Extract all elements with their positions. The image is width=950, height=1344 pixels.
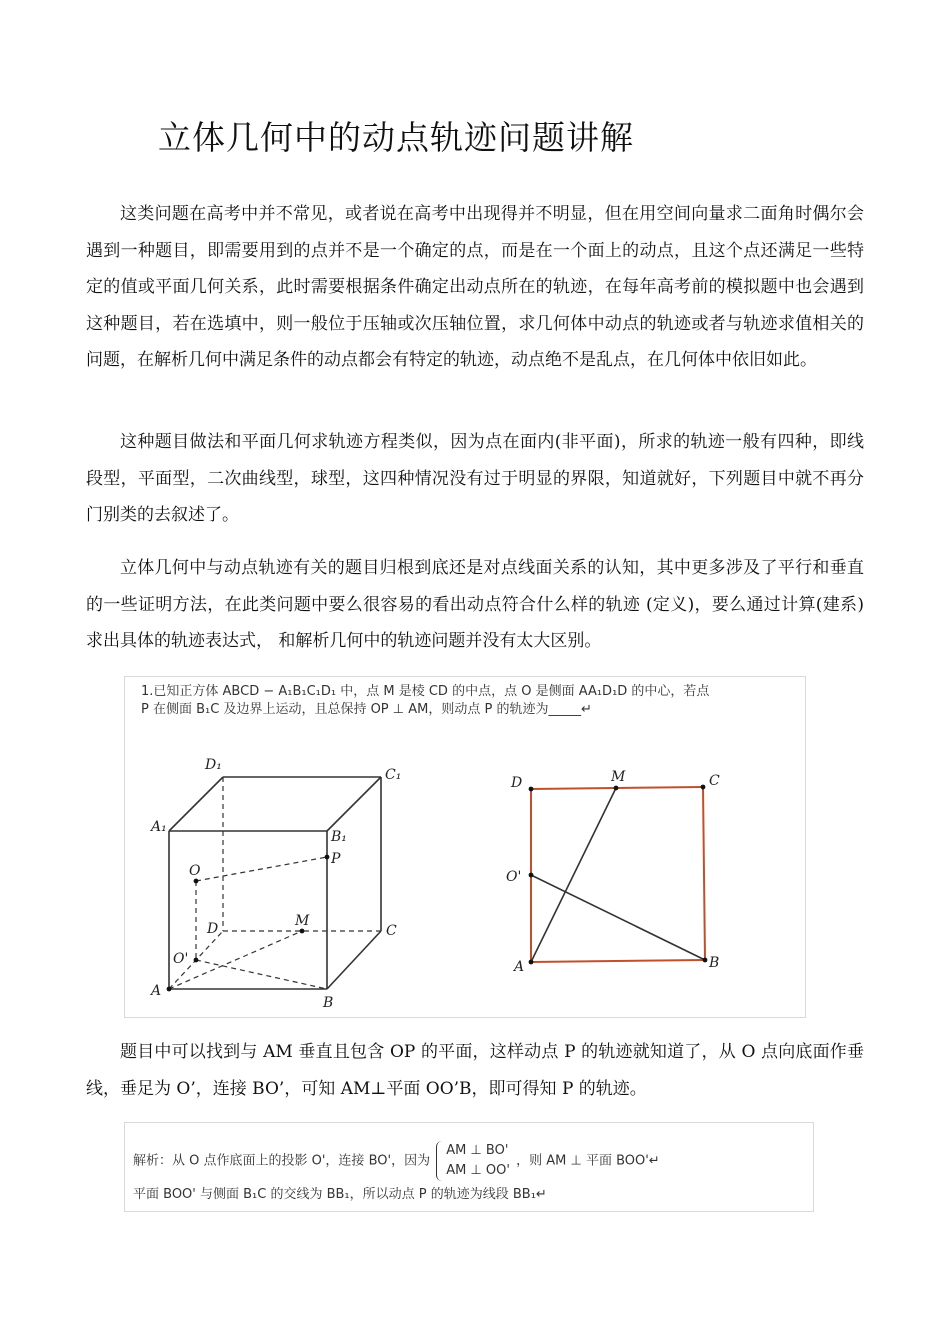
brace-bottom: AM ⊥ OO' — [446, 1163, 510, 1178]
point-o — [194, 879, 199, 884]
point-a-2d — [529, 960, 534, 965]
solution-box — [124, 1122, 814, 1212]
page-title: 立体几何中的动点轨迹问题讲解 — [158, 118, 634, 157]
label-c1: C₁ — [385, 767, 402, 783]
edge-b-c — [327, 931, 381, 989]
square-labels — [506, 769, 720, 975]
condition-brace — [436, 1141, 510, 1181]
brace-symbol — [436, 1141, 443, 1181]
segment-o-p — [196, 857, 327, 881]
label-m-2d: M — [611, 769, 626, 785]
label-d: D — [207, 921, 219, 937]
point-p — [325, 855, 330, 860]
point-c-2d — [701, 785, 706, 790]
label-oprime: O' — [173, 951, 189, 967]
segment-oprime-b — [196, 960, 327, 989]
paragraph-intro: 这类问题在高考中并不常见，或者说在高考中出现得并不明显，但在用空间向量求二面角时偶尔会遇到一种题目，即需要用到的点并不是一个确定的点，而是在一个面上的动点，且这个点还满足一些特定的值或平面几何关系，此时需要根据条件确定出动点所在的轨迹，在每年高考前的模拟题中也会遇到这种题目，若在选填中，则一般位于压轴或次压轴位置，求几何体中动点的轨迹或者与轨迹求值相关的问题，在解析几何中满足条件的动点都会有特定的轨迹，动点绝不是乱点，在几何体中依旧如此。 — [86, 204, 864, 370]
paragraph-explanation: 题目中可以找到与 AM 垂直且包含 OP 的平面，这样动点 P 的轨迹就知道了，从 O 点向底面作垂线，垂足为 O’，连接 BO’，可知 AM⊥平面 OO’B，即可得知 P 的轨迹。 — [86, 1042, 864, 1099]
solution-text-a: 解析：从 O 点作底面上的投影 O'，连接 BO'，因为 — [133, 1153, 431, 1169]
label-d-2d: D — [511, 775, 523, 791]
point-m-2d — [614, 786, 619, 791]
point-oprime — [194, 958, 199, 963]
label-c: C — [386, 923, 397, 939]
solution-line-1 — [133, 1141, 660, 1181]
label-a-2d: A — [514, 959, 525, 975]
point-b-2d — [703, 958, 708, 963]
label-b-2d: B — [709, 955, 720, 971]
point-m — [300, 929, 305, 934]
segment-a-m — [169, 931, 302, 989]
label-d1: D₁ — [205, 757, 222, 773]
brace-top: AM ⊥ BO' — [446, 1143, 509, 1158]
segment-oprime-b-2d — [531, 875, 705, 960]
label-b: B — [323, 995, 334, 1011]
label-b1: B₁ — [331, 829, 347, 845]
label-o: O — [189, 863, 201, 879]
geometry-diagram — [125, 677, 805, 1017]
cube-diagram — [169, 777, 381, 989]
segment-a-m-2d — [531, 788, 616, 962]
paragraph-method: 这种题目做法和平面几何求轨迹方程类似，因为点在面内(非平面)，所求的轨迹一般有四种，即线段型，平面型，二次曲线型，球型，这四种情况没有过于明显的界限，知道就好，下列题目中就不再分门别类的去叙述了。 — [86, 432, 864, 525]
square-points — [529, 785, 708, 965]
square-side-right — [703, 787, 705, 960]
point-a — [167, 987, 172, 992]
point-oprime-2d — [529, 873, 534, 878]
label-a: A — [151, 983, 162, 999]
problem-line-2: P 在侧面 B₁C 及边界上运动，且总保持 OP ⊥ AM，则动点 P 的轨迹为_____↵ — [141, 702, 592, 717]
label-p: P — [331, 851, 341, 867]
edge-a1-d1 — [169, 777, 223, 831]
label-c-2d: C — [709, 773, 720, 789]
label-a1: A₁ — [151, 819, 167, 835]
label-oprime-2d: O' — [506, 869, 522, 885]
solution-text-b: ，则 AM ⊥ 平面 BOO'↵ — [516, 1153, 660, 1169]
point-d-2d — [529, 787, 534, 792]
label-m: M — [295, 913, 310, 929]
problem-line-1: 1.已知正方体 ABCD − A₁B₁C₁D₁ 中，点 M 是棱 CD 的中点，点 O 是侧面 AA₁D₁D 的中心，若点 — [141, 684, 710, 699]
solution-line-2: 平面 BOO' 与侧面 B₁C 的交线为 BB₁，所以动点 P 的轨迹为线段 BB₁↵ — [133, 1187, 547, 1202]
square-diagram — [531, 787, 705, 962]
square-side-bottom — [531, 960, 705, 962]
problem-figure — [124, 676, 806, 1018]
edge-b1-c1 — [327, 777, 381, 831]
paragraph-summary: 立体几何中与动点轨迹有关的题目归根到底还是对点线面关系的认知，其中更多涉及了平行和垂直的一些证明方法，在此类问题中要么很容易的看出动点符合什么样的轨迹 (定义)，要么通过计算(建系)求出具体的轨迹表达式， 和解析几何中的轨迹问题并没有太大区别。 — [86, 558, 864, 651]
